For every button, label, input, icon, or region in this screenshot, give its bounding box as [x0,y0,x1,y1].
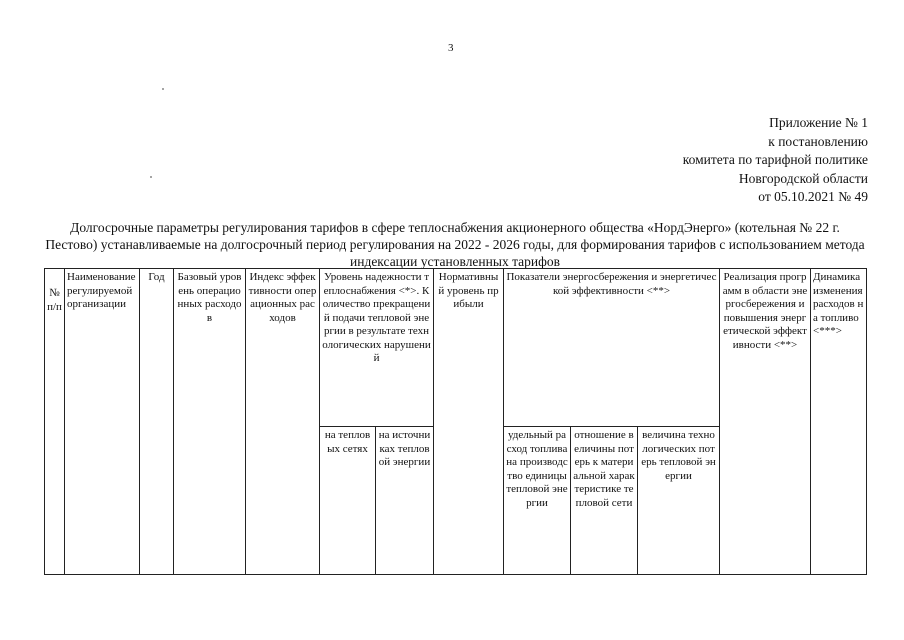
subheader-networks: на тепловых сетях [320,427,376,575]
document-title: Долгосрочные параметры регулирования тарифов в сфере теплоснабжения акционерного общества «НордЭнерго» (котельная № 22 г. Пестово) устанавливаемые на долгосрочный период регулирования на 2022 - 2026 годы, для формирования тарифов с использованием метода индексации установленных тарифов [45,220,865,269]
header-year: Год [140,269,174,575]
subheader-losses-ratio: отношение величины потерь к материальной характеристике тепловой сети [571,427,638,575]
appendix-block [683,114,868,207]
appendix-line: от 05.10.2021 № 49 [758,189,868,204]
header-reliability: Уровень надежности теплоснабжения <*>. Количество прекращений подачи тепловой энергии в результате технологических нарушений [320,269,434,427]
appendix-line: к постановлению [768,133,868,149]
header-efficiency-index: Индекс эффективности операционных расходов [246,269,320,575]
subheader-sources: на источниках тепловой энергии [376,427,434,575]
subheader-technological-losses: величина технологических потерь тепловой энергии [638,427,720,575]
parameters-table [44,268,867,575]
parameters-table-wrap [44,268,866,574]
appendix-line: Приложение № 1 [769,115,868,130]
header-number: № п/п [45,269,65,575]
header-base-opex: Базовый уровень операционных расходов [174,269,246,575]
header-programs: Реализация программ в области энергосбережения и повышения энергетической эффективности <**> [720,269,811,575]
header-energy-indicators: Показатели энергосбережения и энергетической эффективности <**> [504,269,720,427]
header-fuel-dynamics: Динамика изменения расходов на топливо <***> [811,269,867,575]
header-organization: Наименование регулируемой организации [65,269,140,575]
appendix-line: Новгородской области [738,170,868,186]
appendix-line: комитета по тарифной политике [682,152,868,167]
scan-speck [150,176,152,178]
scan-speck [162,88,164,90]
header-profit: Нормативный уровень прибыли [434,269,504,575]
page-number: 3 [448,42,454,54]
subheader-fuel-rate: удельный расход топлива на производство единицы тепловой энергии [504,427,571,575]
